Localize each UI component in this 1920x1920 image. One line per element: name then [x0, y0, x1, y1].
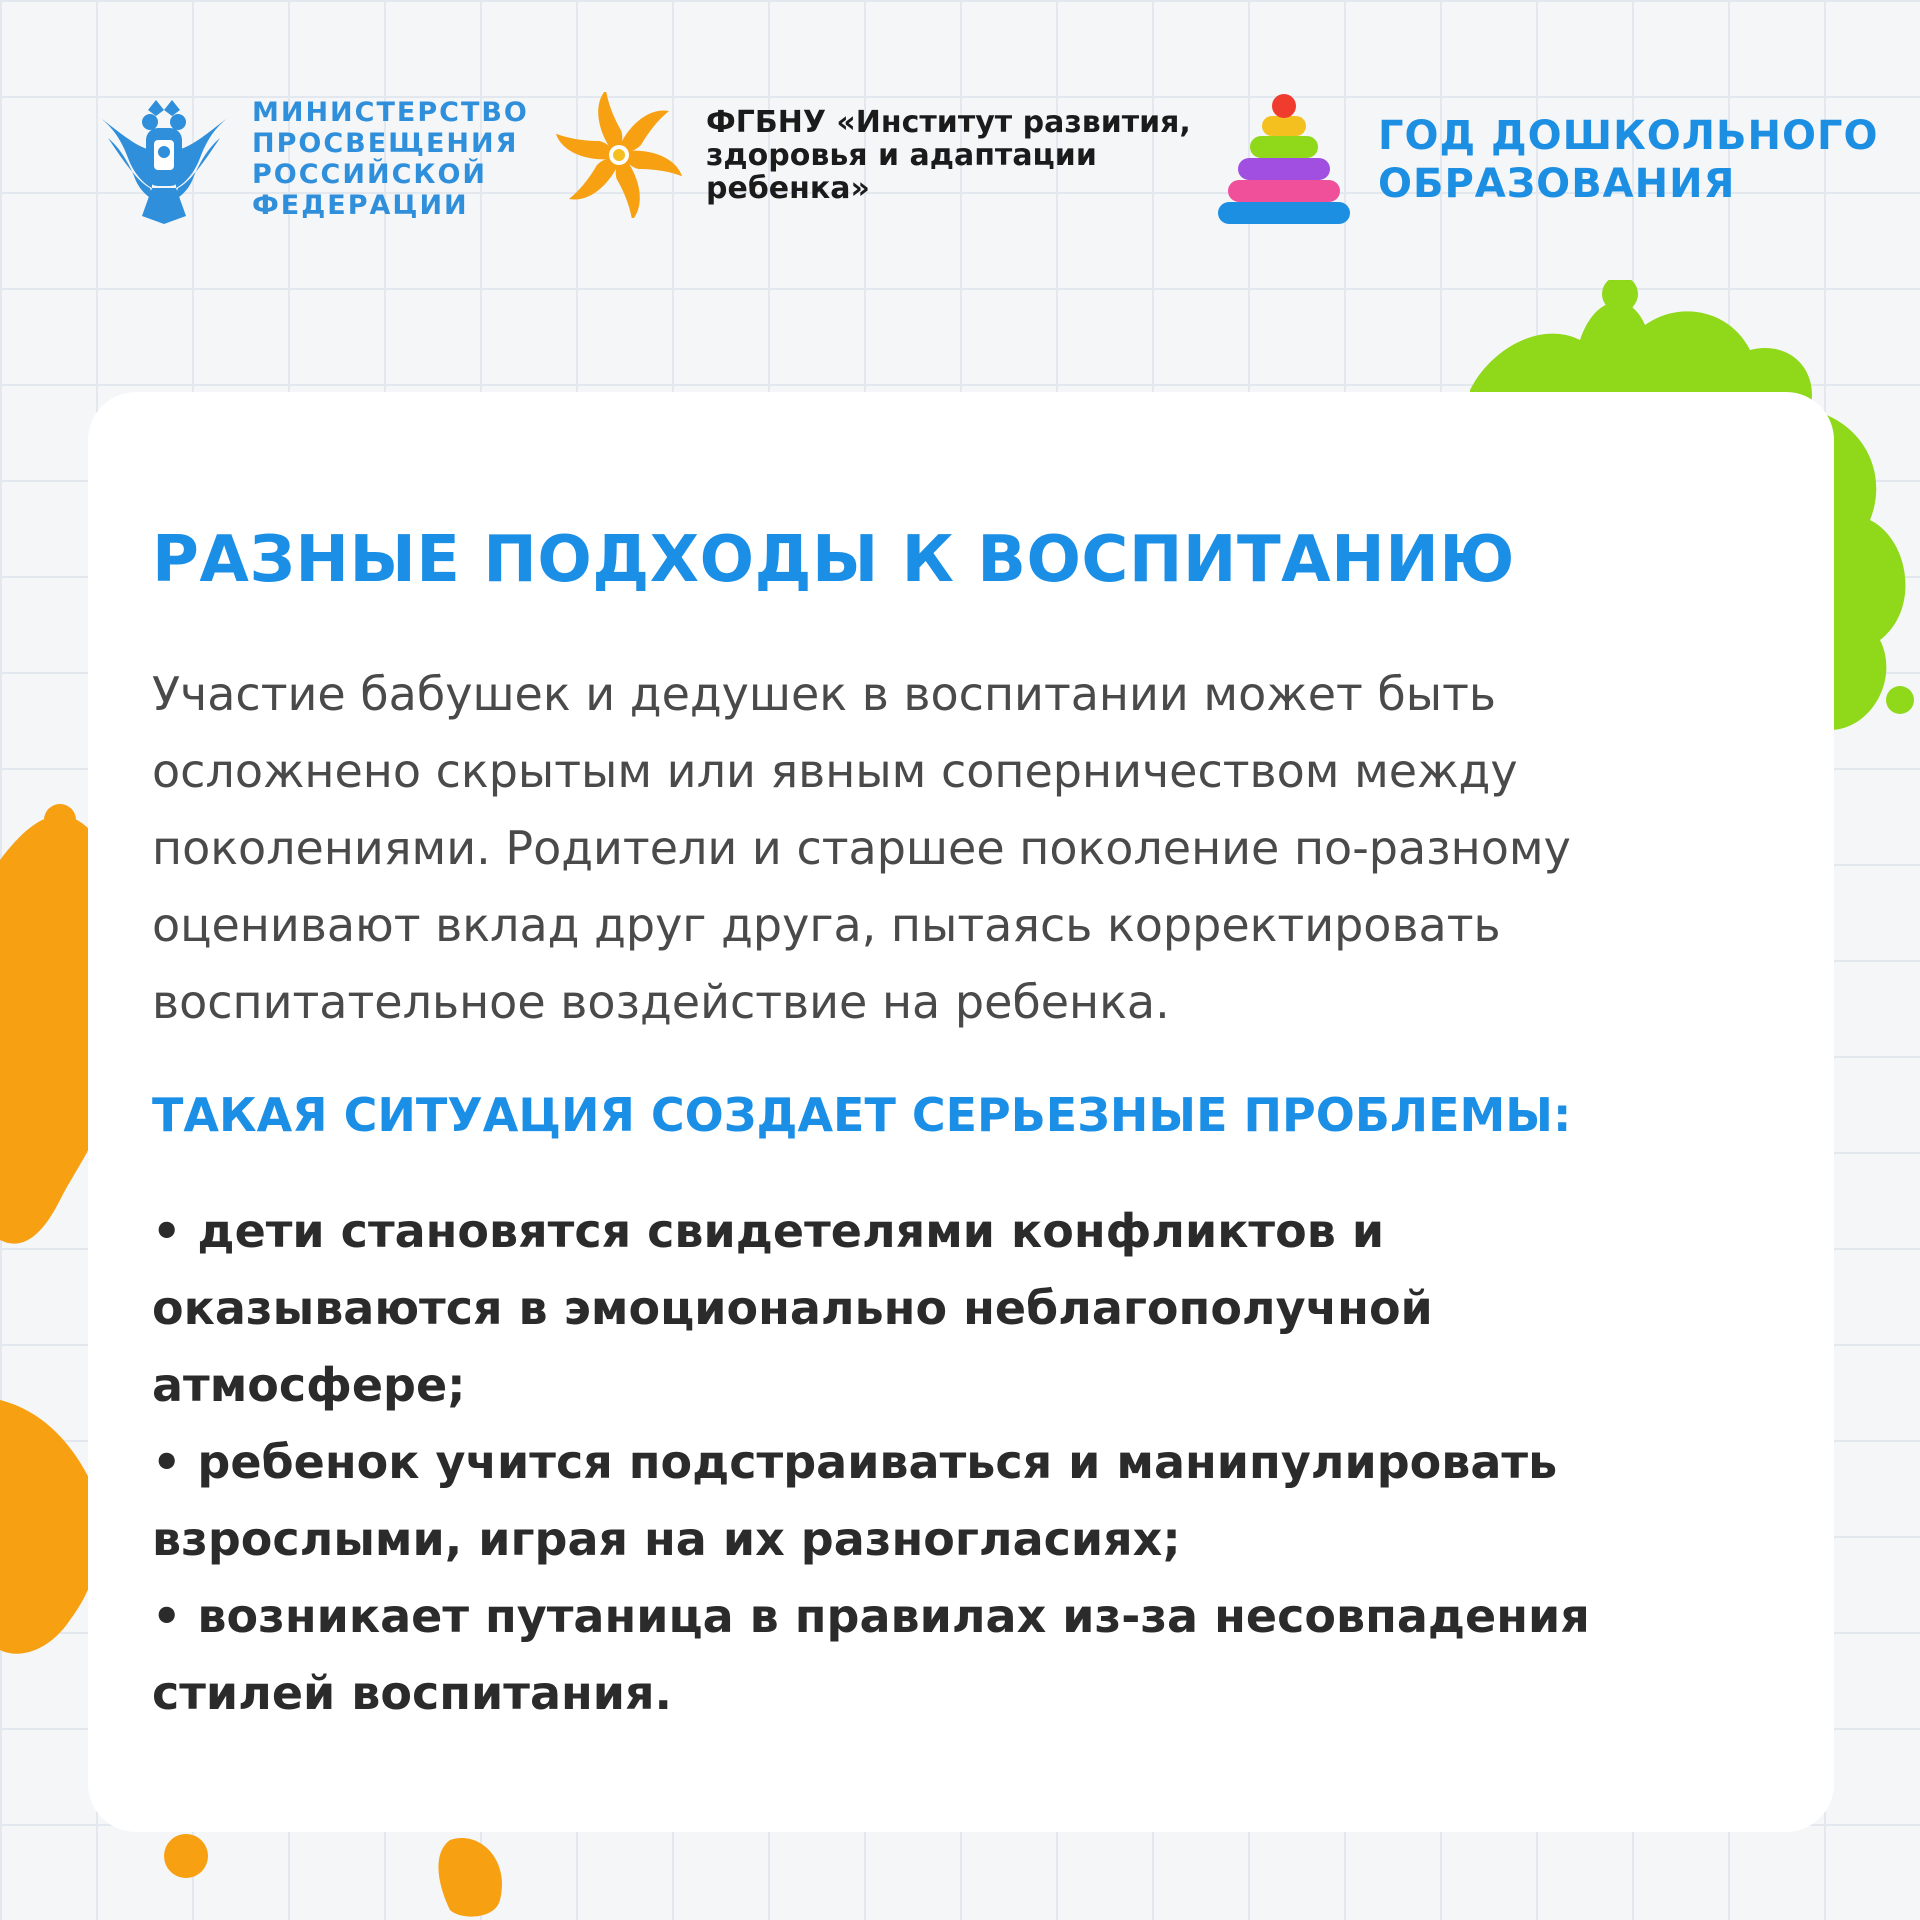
toy-ring-pyramid-icon: [1216, 92, 1352, 228]
double-headed-eagle-icon: [94, 92, 234, 226]
ministry-logo: [94, 92, 529, 226]
card-title: РАЗНЫЕ ПОДХОДЫ К ВОСПИТАНИЮ: [152, 523, 1515, 597]
problem-list: [152, 1193, 1732, 1732]
ministry-name-line: ФЕДЕРАЦИИ: [252, 190, 469, 221]
institute-name-line: здоровья и адаптации: [706, 137, 1097, 173]
institute-logo: [556, 92, 1206, 218]
card-subtitle: ТАКАЯ СИТУАЦИЯ СОЗДАЕТ СЕРЬЕЗНЫЕ ПРОБЛЕМЫ:: [152, 1088, 1572, 1142]
orange-swirl-flower-icon: [556, 92, 682, 218]
header-logos: [0, 0, 1920, 320]
year-name-line: ОБРАЗОВАНИЯ: [1378, 161, 1736, 207]
ministry-name-line: ПРОСВЕЩЕНИЯ: [252, 128, 519, 159]
institute-name-line: ребенка»: [706, 170, 870, 206]
year-of-preschool-education-name: [1378, 112, 1878, 208]
year-name-line: ГОД ДОШКОЛЬНОГО: [1378, 113, 1879, 159]
list-item: • возникает путаница в правилах из-за несовпадения стилей воспитания.: [152, 1589, 1590, 1720]
institute-name: [706, 106, 1206, 205]
ministry-name-line: РОССИЙСКОЙ: [252, 159, 487, 190]
year-of-preschool-education-logo: [1216, 92, 1878, 228]
card-paragraph: Участие бабушек и дедушек в воспитании может быть осложнено скрытым или явным соперничеством между поколениями. Родители и старшее поколение по-разному оценивают вклад друг друга, пытаясь корректировать воспитательное воздействие на ребенка.: [152, 667, 1571, 1029]
ministry-name: [252, 97, 529, 221]
institute-name-line: ФГБНУ «Институт развития,: [706, 104, 1191, 140]
list-item: • ребенок учится подстраиваться и манипулировать взрослыми, играя на их разногласиях;: [152, 1435, 1558, 1566]
content-card: [88, 392, 1834, 1832]
ministry-name-line: МИНИСТЕРСТВО: [252, 97, 529, 128]
list-item: • дети становятся свидетелями конфликтов и оказываются в эмоционально неблагополучной атмосфере;: [152, 1204, 1433, 1412]
orange-paint-drops-bottom: [150, 1820, 530, 1920]
